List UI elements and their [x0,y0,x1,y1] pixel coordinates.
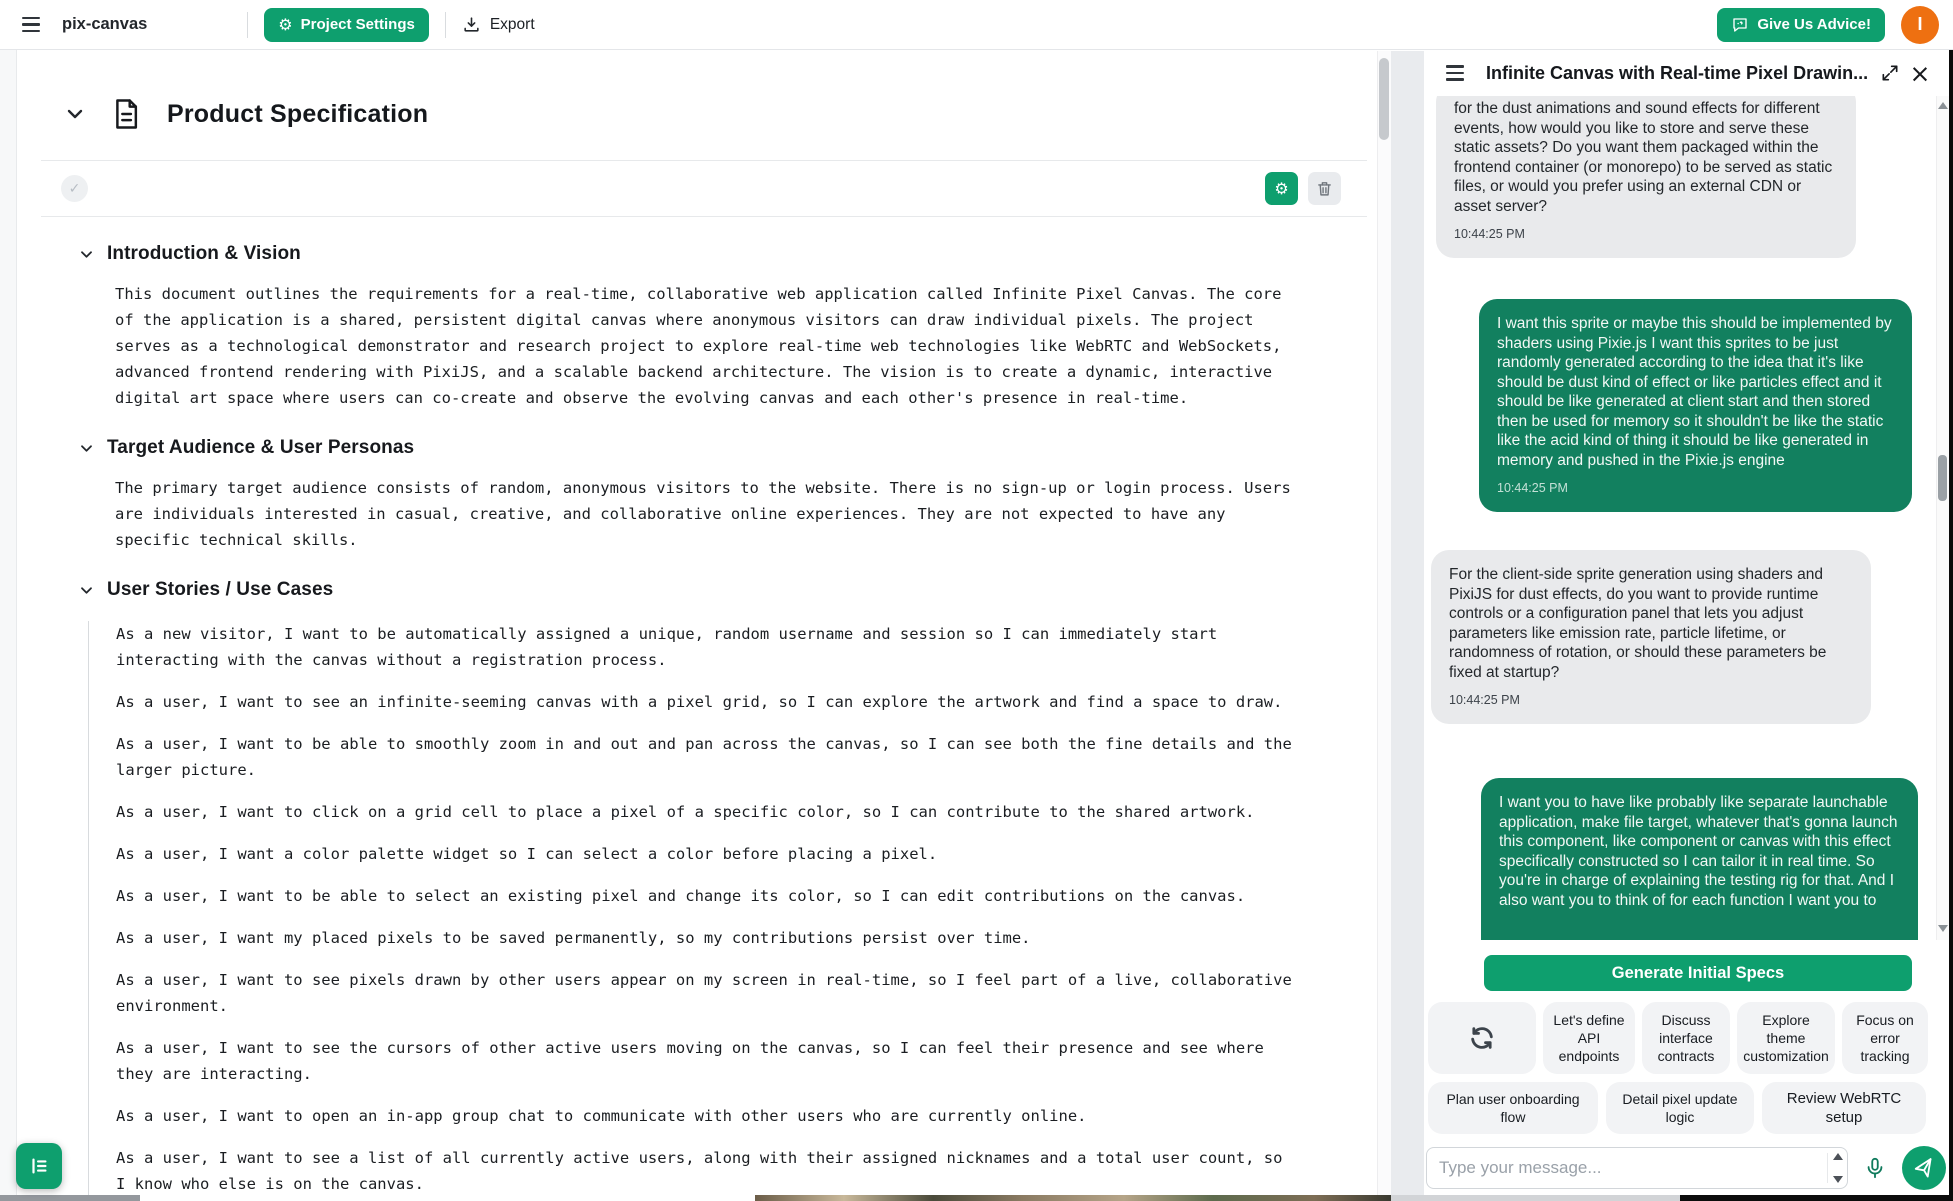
project-settings-button[interactable] [264,8,429,42]
scroll-up-arrow-icon[interactable] [1938,102,1948,109]
document-toolbar [17,161,1377,216]
document-pane [17,50,1377,1201]
message-input-row [1426,1146,1947,1190]
document-scrollbar-track[interactable] [1377,51,1391,1201]
outline-toggle-button[interactable] [16,1143,62,1189]
app-header [0,0,1953,50]
microphone-button[interactable] [1858,1151,1892,1185]
screen-bottom-edge [1680,1195,1953,1201]
delete-section-button[interactable] [1308,172,1341,205]
user-story: As a user, I want my placed pixels to be saved permanently, so my contributions persist over time. [116,929,1031,947]
expand-panel-icon[interactable] [1875,58,1905,88]
outline-list-icon [28,1155,50,1177]
menu-icon[interactable] [14,8,48,42]
send-icon [1913,1157,1935,1179]
section-body-audience: The primary target audience consists of random, anonymous visitors to the website. There is no sign-up or login process. Users are individuals interested in casual, creative, and collaborative online experiences. They are not expected to have any specific technical skills. [115,479,1291,549]
message-text: I want this sprite or maybe this should be implemented by shaders using Pixie.js I want this sprites to be just randomly generated according to the idea that it's like should be dust kind of effect or like particles effect and it should be like generated at client start and then stored then be used for memory so it shouldn't be like the static like the acid kind of thing it should be like generated in memory and pushed in the Pixie.js engine [1497,315,1892,469]
section-title: User Stories / Use Cases [107,579,334,600]
chat-scrollbar-track[interactable] [1936,96,1949,940]
message-timestamp: 10:44:25 PM [1497,481,1568,495]
document-title-row [17,50,1377,130]
section-title: Target Audience & User Personas [107,437,415,458]
message-timestamp: 10:44:25 PM [1454,227,1525,241]
message-text: for the dust animations and sound effects for different events, how would you like to store and serve these static assets? Do you want them packaged within the frontend container (or monorepo) to be served as static files, or would you prefer using an external CDN or asset server? [1454,100,1833,215]
suggestion-chips-row-2 [1428,1082,1926,1134]
collapse-section-chevron-icon[interactable] [79,247,94,262]
suggestion-chip[interactable]: Explore theme customization [1737,1002,1835,1074]
divider [41,216,1367,217]
message-input[interactable] [1426,1147,1848,1189]
suggestion-chips-row-1 [1428,1002,1928,1074]
collapse-section-chevron-icon[interactable] [79,441,94,456]
message-text: I want you to have like probably like separate launchable application, make file target, whatever that's gonna launch this component, like component or canvas with this effect specifically constructed so I can tailor it in real time. So you're in charge of explaining the testing rig for that. And I also want you to think of for each function I want you to [1499,794,1898,909]
give-us-advice-label: Give Us Advice! [1757,16,1871,33]
section-body-intro: This document outlines the requirements for a real-time, collaborative web application called Infinite Pixel Canvas. The core of the application is a shared, persistent digital canvas where anonymous visitors can draw individual pixels. The project serves as a technological demonstrator and research project to explore real-time web technologies like WebRTC and WebSockets, advanced frontend rendering with PixiJS, and a scalable backend architecture. The vision is to create a dynamic, interactive digital art space where users can co-create and observe the evolving canvas and each other's presence in real-time. [115,285,1282,407]
chat-title: Infinite Canvas with Real-time Pixel Drawin... [1486,62,1869,83]
user-message [1479,299,1912,512]
export-label: Export [489,15,535,33]
header-divider [247,12,248,38]
user-story: As a new visitor, I want to be automatically assigned a unique, random username and session so I can immediately start interacting with the canvas without a registration process. [116,625,1218,669]
assistant-message [1431,550,1871,724]
user-story: As a user, I want to see a list of all currently active users, along with their assigned nicknames and a total user count, so I know who else is on the canvas. [116,1149,1283,1193]
scroll-down-arrow-icon[interactable] [1938,925,1948,932]
collapse-document-chevron-icon[interactable] [65,104,85,124]
send-button[interactable] [1902,1146,1946,1190]
chat-messages [1424,96,1936,940]
app-title: pix-canvas [62,15,148,33]
chat-scrollbar-thumb[interactable] [1938,455,1947,501]
trash-icon [1316,180,1333,197]
user-story: As a user, I want to click on a grid cell to place a pixel of a specific color, so I can contribute to the shared artwork. [116,803,1255,821]
collapse-section-chevron-icon[interactable] [79,583,94,598]
document-content [17,243,1377,1197]
refresh-suggestions-button[interactable] [1428,1002,1536,1074]
gear-icon: ⚙ [278,14,293,34]
assistant-message [1436,96,1856,258]
suggestion-chip[interactable]: Discuss interface contracts [1642,1002,1730,1074]
document-title: Product Specification [167,99,429,128]
chat-panel-header [1424,50,1949,96]
user-story: As a user, I want a color palette widget so I can select a color before placing a pixel. [116,845,938,863]
suggestion-chip[interactable]: Let's define API endpoints [1543,1002,1635,1074]
project-settings-label: Project Settings [300,16,415,33]
user-story: As a user, I want to be able to select an existing pixel and change its color, so I can edit contributions on the canvas. [116,887,1246,905]
input-resize-stepper[interactable] [1827,1153,1843,1183]
screen-bottom-edge [1391,1195,1680,1201]
message-timestamp: 10:44:25 PM [1449,693,1520,707]
section-title: Introduction & Vision [107,243,301,264]
section-heading-intro [79,243,1337,265]
screen-bottom-edge [140,1195,755,1201]
user-avatar[interactable]: I [1901,6,1939,44]
section-heading-user-stories [79,579,1337,601]
user-stories-list [88,621,1337,1197]
user-message [1481,778,1918,940]
feedback-bubble-icon [1731,16,1749,34]
user-story: As a user, I want to be able to smoothly zoom in and out and pan across the canvas, so I can see both the fine details and the larger picture. [116,735,1292,779]
user-story: As a user, I want to see pixels drawn by other users appear on my screen in real-time, so I feel part of a live, collaborative environment. [116,971,1292,1015]
chat-menu-icon[interactable] [1438,56,1472,90]
suggestion-chip[interactable]: Focus on error tracking [1842,1002,1928,1074]
check-icon: ✓ [61,175,88,202]
user-story: As a user, I want to open an in-app group chat to communicate with other users who are currently online. [116,1107,1087,1125]
generate-initial-specs-button[interactable]: Generate Initial Specs [1484,955,1912,991]
left-gutter [0,50,16,1201]
document-scrollbar-thumb[interactable] [1379,58,1389,140]
section-heading-audience [79,437,1337,459]
window-right-edge [1949,50,1953,1201]
section-settings-button[interactable] [1265,172,1298,205]
download-icon [462,15,481,34]
user-story: As a user, I want to see an infinite-seeming canvas with a pixel grid, so I can explore the artwork and find a space to draw. [116,693,1283,711]
suggestion-chip[interactable]: Review WebRTC setup [1762,1082,1926,1134]
screen-bottom-edge [0,1195,140,1201]
suggestion-chip[interactable]: Plan user onboarding flow [1428,1082,1598,1134]
message-text: For the client-side sprite generation using shaders and PixiJS for dust effects, do you want to provide runtime controls or a configuration panel that lets you adjust parameters like emission rate, particle lifetime, or randomness of rotation, or should these parameters be fixed at startup? [1449,566,1827,681]
chat-composer [1424,940,1949,1201]
close-panel-icon[interactable]: × [1905,58,1935,88]
screen-bottom-edge [755,1195,1391,1201]
refresh-icon [1468,1024,1496,1052]
microphone-icon [1864,1157,1886,1179]
suggestion-chip[interactable]: Detail pixel update logic [1606,1082,1754,1134]
gear-icon: ⚙ [1274,178,1289,198]
header-divider [445,12,446,38]
pane-divider [1391,51,1424,1201]
user-story: As a user, I want to see the cursors of other active users moving on the canvas, so I can feel their presence and see where they are interacting. [116,1039,1264,1083]
give-us-advice-button[interactable] [1717,8,1885,42]
document-icon [111,98,141,130]
export-button[interactable] [462,15,535,34]
